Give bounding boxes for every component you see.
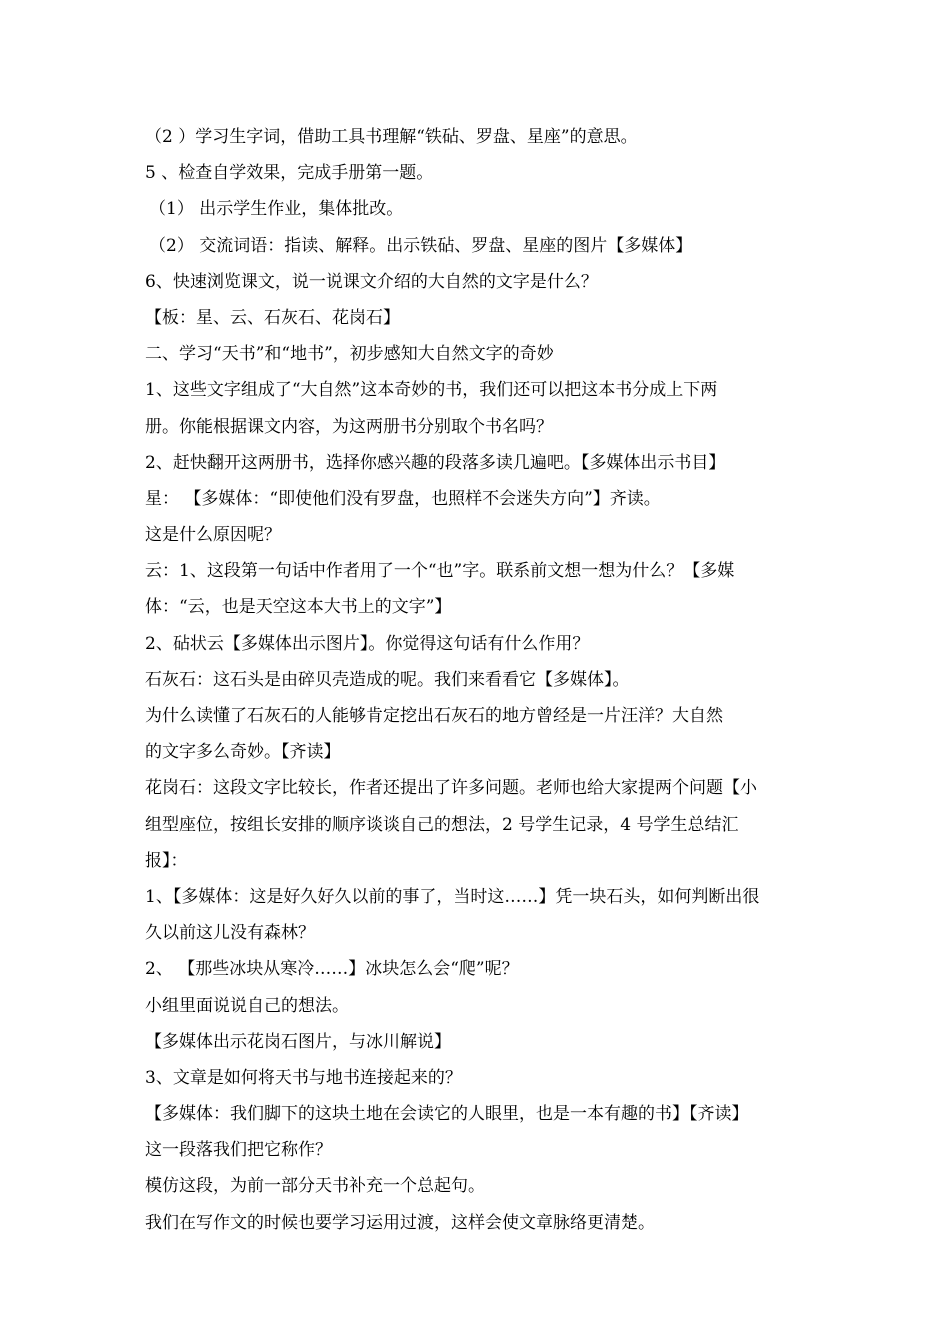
text-line: 2、砧状云【多媒体出示图片】。你觉得这句话有什么作用？ [145, 633, 590, 654]
text-line: 1、【多媒体：这是好久好久以前的事了，当时这……】凭一块石头，如何判断出很 [145, 886, 760, 907]
text-line: 6、快速浏览课文，说一说课文介绍的大自然的文字是什么？ [145, 271, 598, 292]
text-line: 2、 【那些冰块从寒冷……】冰块怎么会“爬”呢？ [145, 959, 519, 980]
text-line: 2、赶快翻开这两册书，选择你感兴趣的段落多读几遍吧。【多媒体出示书目】 [145, 452, 726, 473]
text-line: 【多媒体：我们脚下的这块土地在会读它的人眼里，也是一本有趣的书】【齐读】 [145, 1104, 749, 1125]
text-line: 这是什么原因呢？ [145, 525, 281, 546]
text-line: 册。你能根据课文内容，为这两册书分别取个书名吗？ [145, 416, 553, 437]
text-line: （2） 交流词语：指读、解释。出示铁砧、罗盘、星座的图片【多媒体】 [149, 235, 693, 256]
text-line: 【板：星、云、石灰石、花岗石】 [145, 307, 400, 328]
text-line: 我们在写作文的时候也要学习运用过渡，这样会使文章脉络更清楚。 [145, 1212, 655, 1233]
text-line: 体：“云，也是天空这本大书上的文字”】 [145, 597, 452, 618]
text-line: 云：1、这段第一句话中作者用了一个“也”字。联系前文想一想为什么？【多媒 [145, 561, 735, 582]
text-line: 小组里面说说自己的想法。 [145, 995, 349, 1016]
text-line: 模仿这段，为前一部分天书补充一个总起句。 [145, 1176, 485, 1197]
document-page [145, 119, 815, 1241]
text-line: 这一段落我们把它称作？ [145, 1140, 332, 1161]
text-line: 花岗石：这段文字比较长，作者还提出了许多问题。老师也给大家提两个问题【小 [145, 778, 757, 799]
text-line: （1） 出示学生作业，集体批改。 [149, 199, 404, 220]
text-line: 久以前这儿没有森林？ [145, 923, 315, 944]
text-line: 为什么读懂了石灰石的人能够肯定挖出石灰石的地方曾经是一片汪洋？大自然 [145, 706, 723, 726]
text-line: （2 ）学习生字词，借助工具书理解“铁砧、罗盘、星座”的意思。 [145, 127, 638, 147]
text-line: 石灰石：这石头是由碎贝壳造成的呢。我们来看看它【多媒体】。 [145, 669, 630, 690]
text-line: 报】： [145, 850, 188, 871]
text-line: 5 、检查自学效果，完成手册第一题。 [145, 163, 434, 184]
section-heading: 二、学习“天书”和“地书”，初步感知大自然文字的奇妙 [145, 344, 554, 365]
text-line: 【多媒体出示花岗石图片，与冰川解说】 [145, 1031, 451, 1052]
text-line: 星： 【多媒体：“即使他们没有罗盘，也照样不会迷失方向”】齐读。 [145, 488, 661, 509]
text-line: 1、这些文字组成了“大自然”这本奇妙的书，我们还可以把这本书分成上下两 [145, 380, 718, 401]
text-line: 的文字多么奇妙。【齐读】 [145, 742, 341, 763]
text-line: 3、文章是如何将天书与地书连接起来的？ [145, 1067, 462, 1088]
text-line: 组型座位，按组长安排的顺序谈谈自己的想法，2 号学生记录，4 号学生总结汇 [145, 814, 739, 835]
